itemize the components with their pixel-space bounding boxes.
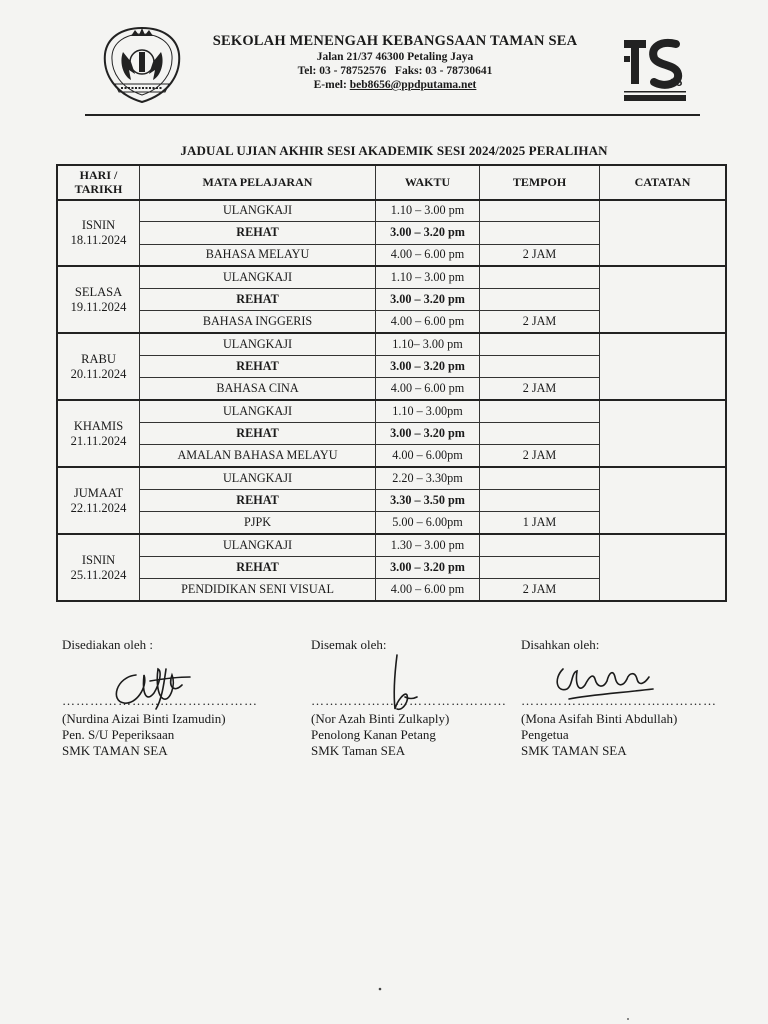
- day-name: KHAMIS: [73, 418, 124, 433]
- exam-schedule-table: [57, 165, 726, 601]
- approved-signature-line: ……………………………………: [521, 693, 717, 708]
- day-date-cell: [58, 467, 140, 534]
- duration-cell: 1 JAM: [480, 512, 600, 534]
- approved-position: Pengetua: [521, 727, 569, 742]
- ts25-logo-icon: [620, 36, 690, 104]
- checked-position: Penolong Kanan Petang: [311, 727, 436, 742]
- duration-cell: [480, 222, 600, 244]
- duration-cell: [480, 422, 600, 444]
- approved-handwritten-signature: [549, 659, 659, 709]
- school-header: [190, 32, 600, 92]
- day-date: 22.11.2024: [70, 500, 127, 515]
- time-cell: 4.00 – 6.00 pm: [376, 311, 480, 333]
- signature-prepared: [62, 637, 292, 759]
- subject-cell: REHAT: [140, 356, 376, 378]
- duration-cell: 2 JAM: [480, 311, 600, 333]
- notes-cell: [600, 400, 726, 467]
- time-cell: 3.00 – 3.20 pm: [376, 222, 480, 244]
- subject-cell: REHAT: [140, 489, 376, 511]
- schedule-body: [58, 200, 726, 601]
- table-row: [58, 534, 726, 556]
- prepared-org: SMK TAMAN SEA: [62, 743, 168, 758]
- day-date: 21.11.2024: [70, 433, 127, 448]
- duration-cell: [480, 534, 600, 556]
- day-name: RABU: [81, 351, 116, 366]
- signature-checked: [311, 637, 511, 759]
- header-divider: [85, 114, 700, 116]
- day-date-cell: [58, 333, 140, 400]
- subject-cell: REHAT: [140, 222, 376, 244]
- duration-cell: [480, 467, 600, 489]
- col-header-time: WAKTU: [376, 166, 480, 200]
- day-name: ISNIN: [81, 552, 116, 567]
- prepared-name: (Nurdina Aizai Binti Izamudin): [62, 711, 226, 726]
- day-date: 25.11.2024: [70, 567, 127, 582]
- school-phone-fax: Tel: 03 - 78752576 Faks: 03 - 78730641: [297, 65, 493, 77]
- prepared-handwritten-signature: [106, 663, 196, 713]
- time-cell: 3.00 – 3.20 pm: [376, 289, 480, 311]
- duration-cell: [480, 200, 600, 222]
- duration-cell: [480, 333, 600, 355]
- col-header-notes: CATATAN: [600, 166, 726, 200]
- signature-approved: [521, 637, 741, 759]
- day-date-cell: [58, 400, 140, 467]
- approved-org: SMK TAMAN SEA: [521, 743, 627, 758]
- time-cell: 1.10– 3.00 pm: [376, 333, 480, 355]
- duration-cell: [480, 489, 600, 511]
- time-cell: 5.00 – 6.00pm: [376, 512, 480, 534]
- subject-cell: PJPK: [140, 512, 376, 534]
- duration-cell: 2 JAM: [480, 244, 600, 266]
- duration-cell: 2 JAM: [480, 579, 600, 601]
- svg-text:25: 25: [670, 77, 683, 89]
- prepared-position: Pen. S/U Peperiksaan: [62, 727, 175, 742]
- table-header-row: [58, 166, 726, 200]
- time-cell: 1.30 – 3.00 pm: [376, 534, 480, 556]
- day-date: 18.11.2024: [70, 232, 127, 247]
- subject-cell: ULANGKAJI: [140, 400, 376, 422]
- notes-cell: [600, 333, 726, 400]
- school-address: Jalan 21/37 46300 Petaling Jaya: [316, 51, 474, 63]
- table-row: [58, 333, 726, 355]
- day-name: ISNIN: [81, 217, 116, 232]
- approved-label: Disahkan oleh:: [521, 637, 600, 652]
- school-crest-icon: [101, 22, 183, 106]
- duration-cell: [480, 289, 600, 311]
- notes-cell: [600, 467, 726, 534]
- subject-cell: ULANGKAJI: [140, 200, 376, 222]
- duration-cell: [480, 356, 600, 378]
- day-date: 19.11.2024: [70, 299, 127, 314]
- col-header-subject: MATA PELAJARAN: [140, 166, 376, 200]
- subject-cell: REHAT: [140, 556, 376, 578]
- subject-cell: ULANGKAJI: [140, 266, 376, 288]
- subject-cell: REHAT: [140, 422, 376, 444]
- time-cell: 3.30 – 3.50 pm: [376, 489, 480, 511]
- duration-cell: [480, 266, 600, 288]
- day-date-cell: [58, 200, 140, 267]
- email-label: E-mel:: [313, 79, 350, 91]
- document-title: JADUAL UJIAN AKHIR SESI AKADEMIK SESI 2024/2025 PERALIHAN: [180, 143, 608, 158]
- duration-cell: 2 JAM: [480, 378, 600, 400]
- time-cell: 2.20 – 3.30pm: [376, 467, 480, 489]
- school-email-line: [190, 78, 600, 92]
- table-row: [58, 200, 726, 222]
- day-date-cell: [58, 266, 140, 333]
- col-header-day-date: HARI / TARIKH: [58, 166, 140, 200]
- subject-cell: BAHASA CINA: [140, 378, 376, 400]
- checked-handwritten-signature: [383, 651, 423, 723]
- checked-org: SMK Taman SEA: [311, 743, 406, 758]
- time-cell: 3.00 – 3.20 pm: [376, 556, 480, 578]
- prepared-signature-line: ……………………………………: [62, 693, 258, 708]
- subject-cell: REHAT: [140, 289, 376, 311]
- time-cell: 1.10 – 3.00 pm: [376, 266, 480, 288]
- notes-cell: [600, 266, 726, 333]
- duration-cell: [480, 400, 600, 422]
- approved-name: (Mona Asifah Binti Abdullah): [521, 711, 678, 726]
- day-date: 20.11.2024: [70, 366, 127, 381]
- table-row: [58, 467, 726, 489]
- duration-cell: [480, 556, 600, 578]
- time-cell: 3.00 – 3.20 pm: [376, 422, 480, 444]
- time-cell: 1.10 – 3.00pm: [376, 400, 480, 422]
- subject-cell: ULANGKAJI: [140, 333, 376, 355]
- school-name: SEKOLAH MENENGAH KEBANGSAAN TAMAN SEA: [212, 33, 578, 49]
- subject-cell: AMALAN BAHASA MELAYU: [140, 445, 376, 467]
- time-cell: 4.00 – 6.00 pm: [376, 244, 480, 266]
- subject-cell: BAHASA INGGERIS: [140, 311, 376, 333]
- day-name: JUMAAT: [73, 485, 124, 500]
- subject-cell: PENDIDIKAN SENI VISUAL: [140, 579, 376, 601]
- checked-signature-line: ……………………………………: [311, 693, 507, 708]
- table-row: [58, 266, 726, 288]
- table-row: [58, 400, 726, 422]
- subject-cell: ULANGKAJI: [140, 534, 376, 556]
- time-cell: 4.00 – 6.00 pm: [376, 579, 480, 601]
- notes-cell: [600, 200, 726, 267]
- day-name: SELASA: [74, 284, 123, 299]
- time-cell: 4.00 – 6.00 pm: [376, 378, 480, 400]
- checked-name: (Nor Azah Binti Zulkaply): [311, 711, 450, 726]
- subject-cell: ULANGKAJI: [140, 467, 376, 489]
- time-cell: 3.00 – 3.20 pm: [376, 356, 480, 378]
- checked-label: Disemak oleh:: [311, 637, 387, 652]
- subject-cell: BAHASA MELAYU: [140, 244, 376, 266]
- time-cell: 1.10 – 3.00 pm: [376, 200, 480, 222]
- day-date-cell: [58, 534, 140, 601]
- notes-cell: [600, 534, 726, 601]
- time-cell: 4.00 – 6.00pm: [376, 445, 480, 467]
- prepared-label: Disediakan oleh :: [62, 637, 153, 652]
- email-link[interactable]: beb8656@ppdputama.net: [349, 79, 477, 91]
- duration-cell: 2 JAM: [480, 445, 600, 467]
- col-header-duration: TEMPOH: [480, 166, 600, 200]
